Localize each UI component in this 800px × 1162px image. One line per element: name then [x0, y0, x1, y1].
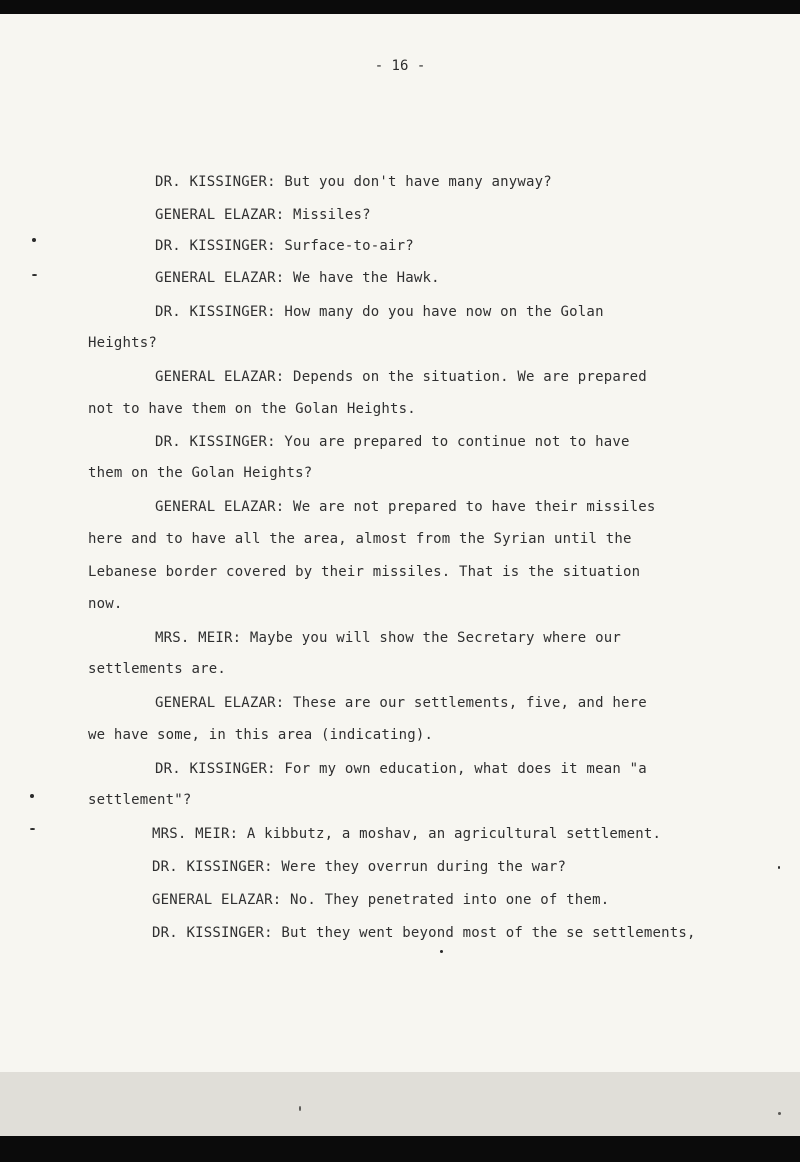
scan-speck — [778, 866, 780, 869]
transcript-line: GENERAL ELAZAR: Missiles? — [155, 207, 371, 223]
page-number: - 16 - — [374, 58, 426, 74]
scan-smudge — [0, 1072, 800, 1136]
transcript-line: DR. KISSINGER: Surface-to-air? — [155, 238, 414, 254]
scan-speck — [32, 238, 36, 242]
transcript-line: GENERAL ELAZAR: No. They penetrated into one of them. — [152, 892, 610, 908]
transcript-line: DR. KISSINGER: For my own education, what does it mean "a — [155, 761, 647, 777]
transcript-line: DR. KISSINGER: Were they overrun during the war? — [152, 859, 567, 875]
transcript-line: Heights? — [88, 335, 158, 351]
document-page — [0, 14, 800, 1136]
scan-speck — [30, 828, 35, 830]
transcript-line: GENERAL ELAZAR: We are not prepared to have their missiles — [155, 499, 656, 515]
transcript-line: DR. KISSINGER: You are prepared to continue not to have — [155, 434, 630, 450]
transcript-line: them on the Golan Heights? — [88, 465, 313, 481]
transcript-line: settlement"? — [88, 792, 192, 808]
transcript-line: settlements are. — [88, 661, 227, 677]
transcript-line: Lebanese border covered by their missiles. That is the situation — [88, 564, 641, 580]
transcript-line: GENERAL ELAZAR: Depends on the situation. We are prepared — [155, 369, 647, 385]
scan-speck — [440, 950, 443, 953]
transcript-line: not to have them on the Golan Heights. — [88, 401, 416, 417]
transcript-line: DR. KISSINGER: But you don't have many anyway? — [155, 174, 552, 190]
transcript-line: GENERAL ELAZAR: These are our settlements, five, and here — [155, 695, 647, 711]
transcript-line: GENERAL ELAZAR: We have the Hawk. — [155, 270, 440, 286]
transcript-line: here and to have all the area, almost from the Syrian until the — [88, 531, 632, 547]
transcript-line: MRS. MEIR: Maybe you will show the Secretary where our — [155, 630, 621, 646]
transcript-line: DR. KISSINGER: But they went beyond most of the se settlements, — [152, 925, 696, 941]
scan-speck — [32, 274, 37, 276]
transcript-line: DR. KISSINGER: How many do you have now on the Golan — [155, 304, 604, 320]
transcript-line: now. — [88, 596, 123, 612]
transcript-line: MRS. MEIR: A kibbutz, a moshav, an agricultural settlement. — [152, 826, 662, 842]
transcript-line: we have some, in this area (indicating). — [88, 727, 434, 743]
scan-speck — [30, 794, 34, 798]
